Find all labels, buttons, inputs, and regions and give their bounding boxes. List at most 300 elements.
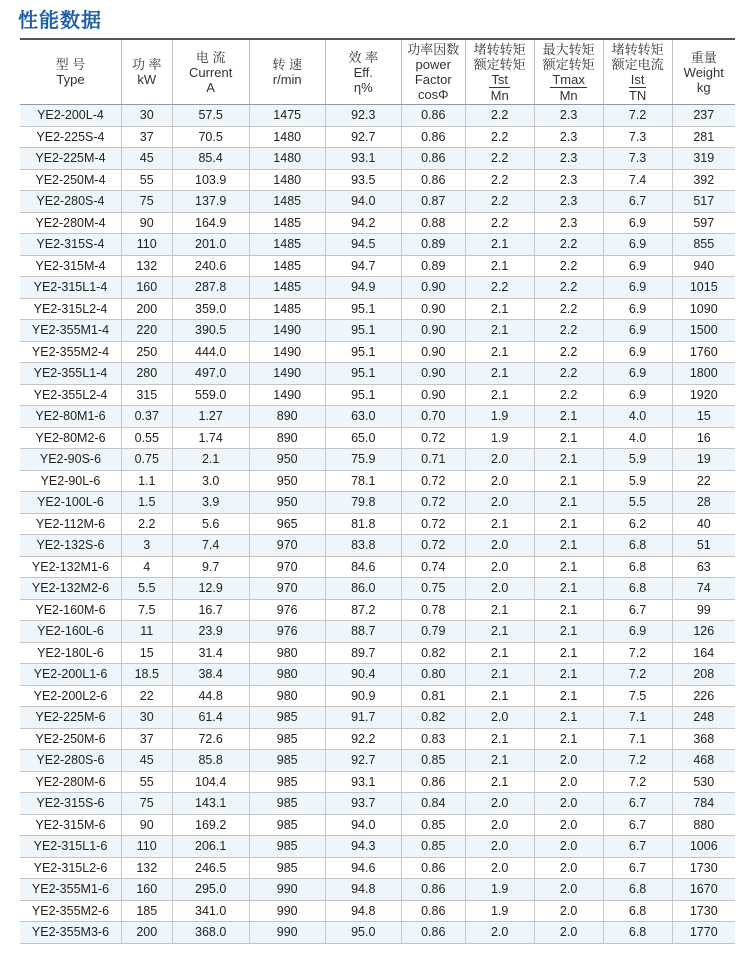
table-cell: 0.82 [401, 707, 465, 729]
table-cell: 15 [121, 642, 172, 664]
table-cell: 85.8 [172, 750, 249, 772]
table-cell: 0.75 [121, 449, 172, 471]
table-cell: 1485 [249, 191, 325, 213]
table-cell: 6.9 [603, 384, 672, 406]
table-cell: 90.9 [325, 685, 401, 707]
table-cell: 94.7 [325, 255, 401, 277]
table-cell: 51 [672, 535, 735, 557]
table-cell: 0.72 [401, 427, 465, 449]
table-cell: 160 [121, 277, 172, 299]
table-row [20, 406, 735, 428]
table-cell: 7.2 [603, 642, 672, 664]
table-cell: 0.72 [401, 535, 465, 557]
table-cell: 950 [249, 492, 325, 514]
table-cell: 7.4 [603, 169, 672, 191]
table-cell: 2.1 [465, 685, 534, 707]
table-row [20, 535, 735, 557]
header-label-line: kW [137, 72, 157, 87]
table-cell: 1485 [249, 298, 325, 320]
table-cell: 6.8 [603, 556, 672, 578]
table-cell: 980 [249, 642, 325, 664]
table-cell: 0.90 [401, 320, 465, 342]
table-cell: 55 [121, 169, 172, 191]
table-cell: 0.78 [401, 599, 465, 621]
table-cell: 976 [249, 599, 325, 621]
table-cell: 985 [249, 857, 325, 879]
table-cell: 2.1 [465, 621, 534, 643]
table-cell: 2.2 [534, 255, 603, 277]
table-cell: 0.86 [401, 922, 465, 944]
table-cell: 86.0 [325, 578, 401, 600]
table-cell: 2.3 [534, 126, 603, 148]
table-row [20, 470, 735, 492]
table-cell: 94.0 [325, 814, 401, 836]
header-label-line: power [415, 57, 451, 72]
table-cell: 45 [121, 750, 172, 772]
table-cell: 4.0 [603, 406, 672, 428]
performance-table [20, 38, 735, 944]
table-row [20, 599, 735, 621]
table-cell: 7.2 [603, 771, 672, 793]
table-cell: 6.9 [603, 277, 672, 299]
table-cell: 95.1 [325, 363, 401, 385]
table-row [20, 492, 735, 514]
table-cell: 2.1 [534, 599, 603, 621]
table-cell: 1485 [249, 212, 325, 234]
table-cell: 7.4 [172, 535, 249, 557]
table-row [20, 814, 735, 836]
column-header [20, 39, 121, 105]
table-cell: 497.0 [172, 363, 249, 385]
table-cell: 164.9 [172, 212, 249, 234]
table-cell: 4 [121, 556, 172, 578]
fraction-denominator: TN [628, 87, 647, 103]
table-cell: 976 [249, 621, 325, 643]
model-cell: YE2-132M2-6 [20, 578, 121, 600]
header-label-line: Eff. [353, 64, 373, 80]
table-cell: 78.1 [325, 470, 401, 492]
table-row [20, 879, 735, 901]
table-cell: 28 [672, 492, 735, 514]
table-cell: 559.0 [172, 384, 249, 406]
table-cell: 23.9 [172, 621, 249, 643]
table-cell: 2.1 [534, 492, 603, 514]
table-cell: 2.2 [534, 341, 603, 363]
table-cell: 1670 [672, 879, 735, 901]
model-cell: YE2-280S-4 [20, 191, 121, 213]
table-cell: 6.9 [603, 298, 672, 320]
table-cell: 368.0 [172, 922, 249, 944]
model-cell: YE2-315L2-6 [20, 857, 121, 879]
table-cell: 2.0 [465, 449, 534, 471]
table-cell: 2.3 [534, 169, 603, 191]
table-cell: 94.8 [325, 879, 401, 901]
table-cell: 444.0 [172, 341, 249, 363]
table-cell: 2.3 [534, 148, 603, 170]
table-cell: 5.9 [603, 470, 672, 492]
table-cell: 95.1 [325, 298, 401, 320]
table-cell: 2.3 [534, 105, 603, 127]
column-header [534, 39, 603, 105]
table-cell: 92.3 [325, 105, 401, 127]
model-cell: YE2-90L-6 [20, 470, 121, 492]
table-cell: 132 [121, 857, 172, 879]
table-cell: 92.7 [325, 126, 401, 148]
header-fraction [550, 72, 587, 103]
table-cell: 75 [121, 191, 172, 213]
model-cell: YE2-355M2-6 [20, 900, 121, 922]
table-cell: 16.7 [172, 599, 249, 621]
table-cell: 0.86 [401, 771, 465, 793]
table-cell: 1.27 [172, 406, 249, 428]
table-cell: 319 [672, 148, 735, 170]
table-cell: 2.1 [465, 255, 534, 277]
model-cell: YE2-315L2-4 [20, 298, 121, 320]
header-fraction [489, 72, 510, 103]
table-cell: 0.88 [401, 212, 465, 234]
table-row [20, 750, 735, 772]
table-cell: 970 [249, 535, 325, 557]
table-row [20, 664, 735, 686]
table-cell: 220 [121, 320, 172, 342]
table-cell: 3.0 [172, 470, 249, 492]
table-cell: 164 [672, 642, 735, 664]
table-cell: 6.8 [603, 535, 672, 557]
header-label-line: 堵转转矩 [611, 41, 664, 57]
header-label-line: A [206, 79, 215, 95]
table-cell: 83.8 [325, 535, 401, 557]
table-cell: 44.8 [172, 685, 249, 707]
table-cell: 2.3 [534, 191, 603, 213]
table-cell: 2.1 [172, 449, 249, 471]
table-cell: 2.2 [465, 148, 534, 170]
table-cell: 6.9 [603, 212, 672, 234]
table-cell: 0.87 [401, 191, 465, 213]
header-label-line: r/min [272, 72, 302, 87]
header-label-line: 功 率 [131, 57, 162, 72]
table-cell: 2.1 [534, 556, 603, 578]
table-cell: 6.7 [603, 836, 672, 858]
table-row [20, 900, 735, 922]
table-cell: 2.0 [465, 707, 534, 729]
table-cell: 15 [672, 406, 735, 428]
model-cell: YE2-200L2-6 [20, 685, 121, 707]
table-cell: 0.83 [401, 728, 465, 750]
table-row [20, 234, 735, 256]
table-cell: 1.9 [465, 427, 534, 449]
table-cell: 7.3 [603, 126, 672, 148]
header-label-line: 效 率 [348, 49, 379, 65]
table-cell: 0.55 [121, 427, 172, 449]
table-cell: 38.4 [172, 664, 249, 686]
column-header [672, 39, 735, 105]
table-cell: 208 [672, 664, 735, 686]
header-label-line: 额定转矩 [542, 56, 595, 72]
table-row [20, 556, 735, 578]
table-cell: 84.6 [325, 556, 401, 578]
table-cell: 1500 [672, 320, 735, 342]
table-cell: 2.0 [465, 492, 534, 514]
table-cell: 93.7 [325, 793, 401, 815]
table-cell: 94.5 [325, 234, 401, 256]
table-cell: 7.5 [603, 685, 672, 707]
table-row [20, 857, 735, 879]
table-cell: 341.0 [172, 900, 249, 922]
table-cell: 89.7 [325, 642, 401, 664]
table-cell: 392 [672, 169, 735, 191]
table-cell: 2.0 [465, 556, 534, 578]
table-cell: 2.0 [534, 879, 603, 901]
table-cell: 2.1 [534, 664, 603, 686]
table-cell: 0.85 [401, 836, 465, 858]
table-cell: 0.86 [401, 169, 465, 191]
table-cell: 85.4 [172, 148, 249, 170]
table-cell: 92.7 [325, 750, 401, 772]
table-cell: 2.2 [465, 105, 534, 127]
table-cell: 22 [672, 470, 735, 492]
table-cell: 2.2 [465, 126, 534, 148]
table-cell: 2.0 [465, 470, 534, 492]
table-cell: 81.8 [325, 513, 401, 535]
table-cell: 1.9 [465, 900, 534, 922]
model-cell: YE2-280M-6 [20, 771, 121, 793]
table-cell: 985 [249, 793, 325, 815]
model-cell: YE2-132M1-6 [20, 556, 121, 578]
table-cell: 2.2 [534, 298, 603, 320]
table-cell: 2.0 [534, 814, 603, 836]
table-cell: 88.7 [325, 621, 401, 643]
table-cell: 70.5 [172, 126, 249, 148]
table-cell: 3 [121, 535, 172, 557]
fraction-numerator: Tst [491, 71, 508, 87]
table-row [20, 341, 735, 363]
table-cell: 0.74 [401, 556, 465, 578]
model-cell: YE2-355M2-4 [20, 341, 121, 363]
table-cell: 940 [672, 255, 735, 277]
table-cell: 2.0 [534, 836, 603, 858]
model-cell: YE2-250M-6 [20, 728, 121, 750]
model-cell: YE2-160M-6 [20, 599, 121, 621]
table-cell: 2.1 [465, 234, 534, 256]
table-cell: 1920 [672, 384, 735, 406]
table-cell: 0.79 [401, 621, 465, 643]
table-cell: 0.71 [401, 449, 465, 471]
model-cell: YE2-315L1-6 [20, 836, 121, 858]
table-cell: 6.7 [603, 814, 672, 836]
table-cell: 0.86 [401, 105, 465, 127]
table-cell: 985 [249, 728, 325, 750]
header-label-line: kg [696, 79, 711, 95]
model-cell: YE2-200L1-6 [20, 664, 121, 686]
table-cell: 6.8 [603, 900, 672, 922]
table-cell: 0.90 [401, 298, 465, 320]
table-cell: 6.7 [603, 191, 672, 213]
table-cell: 2.0 [465, 922, 534, 944]
header-fraction [629, 72, 647, 103]
table-cell: 1770 [672, 922, 735, 944]
table-cell: 2.0 [534, 900, 603, 922]
table-cell: 72.6 [172, 728, 249, 750]
table-cell: 2.2 [465, 212, 534, 234]
table-cell: 6.8 [603, 922, 672, 944]
table-row [20, 621, 735, 643]
table-cell: 0.72 [401, 492, 465, 514]
model-cell: YE2-315S-6 [20, 793, 121, 815]
table-row [20, 126, 735, 148]
model-cell: YE2-280M-4 [20, 212, 121, 234]
table-cell: 1490 [249, 320, 325, 342]
table-cell: 7.1 [603, 728, 672, 750]
table-cell: 7.2 [603, 750, 672, 772]
column-header [401, 39, 465, 105]
model-cell: YE2-180L-6 [20, 642, 121, 664]
table-cell: 3.9 [172, 492, 249, 514]
table-cell: 2.1 [534, 707, 603, 729]
model-cell: YE2-315M-6 [20, 814, 121, 836]
table-cell: 74 [672, 578, 735, 600]
table-row [20, 427, 735, 449]
table-cell: 61.4 [172, 707, 249, 729]
table-cell: 31.4 [172, 642, 249, 664]
header-label-line: 额定电流 [611, 56, 664, 72]
table-cell: 45 [121, 148, 172, 170]
table-row [20, 255, 735, 277]
table-row [20, 212, 735, 234]
table-cell: 1480 [249, 169, 325, 191]
table-cell: 1485 [249, 255, 325, 277]
table-cell: 2.2 [534, 234, 603, 256]
table-cell: 880 [672, 814, 735, 836]
table-cell: 2.0 [465, 857, 534, 879]
table-cell: 890 [249, 406, 325, 428]
table-cell: 0.82 [401, 642, 465, 664]
table-cell: 2.0 [465, 793, 534, 815]
table-row [20, 685, 735, 707]
table-cell: 2.1 [465, 750, 534, 772]
table-cell: 2.1 [534, 535, 603, 557]
table-cell: 95.1 [325, 341, 401, 363]
table-cell: 2.2 [534, 363, 603, 385]
model-cell: YE2-355M1-4 [20, 320, 121, 342]
table-cell: 970 [249, 556, 325, 578]
table-cell: 2.2 [465, 169, 534, 191]
table-row [20, 298, 735, 320]
table-cell: 2.1 [534, 406, 603, 428]
table-cell: 985 [249, 814, 325, 836]
table-cell: 12.9 [172, 578, 249, 600]
table-cell: 94.6 [325, 857, 401, 879]
table-cell: 2.0 [465, 535, 534, 557]
table-cell: 30 [121, 707, 172, 729]
table-row [20, 191, 735, 213]
table-cell: 2.1 [534, 685, 603, 707]
table-cell: 6.9 [603, 363, 672, 385]
table-cell: 0.85 [401, 750, 465, 772]
table-cell: 126 [672, 621, 735, 643]
table-cell: 75 [121, 793, 172, 815]
table-cell: 5.9 [603, 449, 672, 471]
header-label-line: Type [56, 72, 85, 87]
table-cell: 93.1 [325, 148, 401, 170]
table-body [20, 105, 735, 944]
table-row [20, 449, 735, 471]
header-label-line: 额定转矩 [473, 56, 526, 72]
table-cell: 281 [672, 126, 735, 148]
table-cell: 0.90 [401, 341, 465, 363]
table-cell: 2.1 [534, 621, 603, 643]
table-row [20, 922, 735, 944]
header-label-line: 转 速 [272, 57, 303, 72]
table-cell: 2.1 [465, 363, 534, 385]
table-cell: 2.1 [534, 427, 603, 449]
table-cell: 0.86 [401, 148, 465, 170]
table-cell: 0.86 [401, 879, 465, 901]
column-header [172, 39, 249, 105]
table-cell: 22 [121, 685, 172, 707]
table-cell: 1760 [672, 341, 735, 363]
table-cell: 11 [121, 621, 172, 643]
table-cell: 280 [121, 363, 172, 385]
table-cell: 2.2 [121, 513, 172, 535]
table-cell: 359.0 [172, 298, 249, 320]
table-cell: 110 [121, 836, 172, 858]
table-row [20, 836, 735, 858]
table-cell: 169.2 [172, 814, 249, 836]
table-cell: 2.1 [534, 513, 603, 535]
table-cell: 1.1 [121, 470, 172, 492]
table-cell: 6.7 [603, 599, 672, 621]
table-row [20, 642, 735, 664]
model-cell: YE2-280S-6 [20, 750, 121, 772]
model-cell: YE2-160L-6 [20, 621, 121, 643]
table-cell: 2.1 [534, 449, 603, 471]
table-cell: 90 [121, 212, 172, 234]
table-cell: 2.1 [534, 728, 603, 750]
model-cell: YE2-315L1-4 [20, 277, 121, 299]
model-cell: YE2-200L-4 [20, 105, 121, 127]
table-cell: 2.2 [534, 277, 603, 299]
table-cell: 0.90 [401, 277, 465, 299]
table-cell: 30 [121, 105, 172, 127]
table-cell: 5.5 [603, 492, 672, 514]
table-cell: 2.0 [534, 771, 603, 793]
table-cell: 1.9 [465, 406, 534, 428]
table-cell: 94.8 [325, 900, 401, 922]
table-cell: 2.1 [465, 298, 534, 320]
table-cell: 784 [672, 793, 735, 815]
table-cell: 2.2 [534, 320, 603, 342]
table-cell: 93.5 [325, 169, 401, 191]
table-cell: 5.5 [121, 578, 172, 600]
table-cell: 2.1 [534, 578, 603, 600]
table-cell: 7.2 [603, 105, 672, 127]
header-label-line: 电 流 [195, 49, 226, 65]
table-cell: 6.9 [603, 320, 672, 342]
table-cell: 0.86 [401, 857, 465, 879]
table-cell: 517 [672, 191, 735, 213]
model-cell: YE2-90S-6 [20, 449, 121, 471]
table-cell: 94.9 [325, 277, 401, 299]
table-cell: 0.72 [401, 513, 465, 535]
table-cell: 2.3 [534, 212, 603, 234]
table-row [20, 384, 735, 406]
table-cell: 1490 [249, 341, 325, 363]
table-cell: 95.0 [325, 922, 401, 944]
table-cell: 40 [672, 513, 735, 535]
table-cell: 6.9 [603, 255, 672, 277]
table-cell: 2.1 [465, 599, 534, 621]
table-cell: 1.9 [465, 879, 534, 901]
